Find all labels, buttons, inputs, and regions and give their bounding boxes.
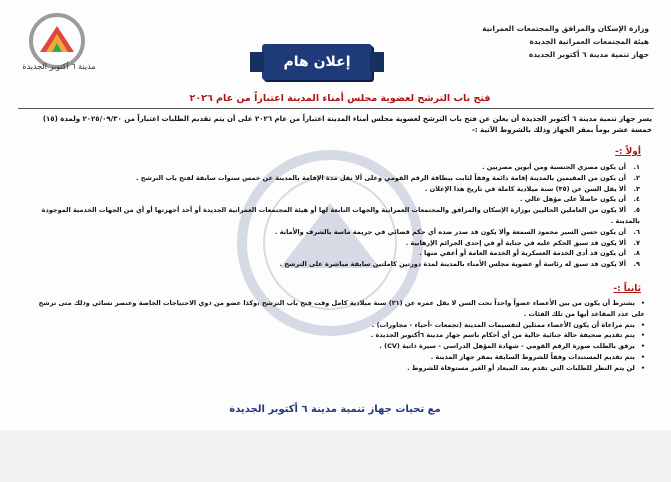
condition-item: [30, 248, 640, 259]
condition-number: ٢.: [633, 173, 640, 182]
condition-number: ٤.: [633, 195, 640, 204]
authority-name: هيئة المجتمعات العمرانية الجديدة: [529, 37, 649, 46]
condition-number: ٨.: [633, 249, 640, 258]
announcement-headline: فتح باب الترشح لعضوية مجلس أمناء المدينة اعتباراً من عام ٢٠٢٦: [189, 93, 491, 104]
condition-text: أن يكون حاصلاً على مؤهل عالي .: [520, 195, 626, 204]
condition-item: [30, 184, 640, 195]
condition-number: ٩.: [633, 260, 640, 269]
condition-item: [30, 205, 640, 227]
condition-item: [30, 259, 640, 270]
condition-item: [30, 227, 640, 238]
note-item: • يتم تقديم المستندات وفقاً للشروط السابقة بمقر جهاز المدينة .: [30, 352, 645, 363]
note-item: • يتم مراعاة أن يكون الأعضاء ممثلين لتقسيمات المدينة (تجمعات -أحياء - مجاورات) .: [30, 320, 645, 331]
condition-number: ١.: [633, 163, 640, 171]
closing-signature: مع تحيات جهاز تنمية مدينة ٦ أكتوبر الجديدة: [229, 404, 441, 415]
divider: [18, 108, 654, 109]
condition-number: ٦.: [633, 227, 640, 236]
condition-number: ٧.: [633, 238, 640, 247]
note-item: • يتم تقديم صحيفة حالة جنائية خالية من أي أحكام باسم جهاز مدينة ٦أكتوبر الجديدة .: [30, 330, 645, 341]
notes-title: ثانياً :-: [613, 284, 641, 294]
logo-caption: مدينة ٦ أكتوبر الجديدة: [22, 62, 96, 71]
condition-text: ألا يكون قد سبق الحكم عليه في جناية أو في إحدى الجرائم الإرهابية .: [405, 238, 626, 247]
important-notice-banner: [262, 44, 372, 80]
agency-name: جهاز تنمية مدينة ٦ أكتوبر الجديدة: [528, 50, 649, 59]
note-item: • يشترط أن يكون من بين الأعضاء عضواً واحداً تحت السن لا يقل عمره عن (٢١) سنة ميلادية كامل وقت فتح باب الترشح ،وكذا عضو من ذوي الاحتياجات الخاصة وعنصر نسائي وذلك متى ترشح على عدد المقاعد أيها من تلك الفئات .: [30, 298, 645, 320]
notes-list: [30, 298, 645, 374]
condition-item: [30, 238, 640, 249]
condition-text: أن يكون من المقيمين بالمدينة إقامة دائمة وفقاً لثابت ببطاقة الرقم القومي وعلى ألا تقل مدة الإقامة بالمدينة عن خمس سنوات سابقة لفتح باب الترشح .: [136, 173, 626, 182]
conditions-list: [30, 162, 640, 270]
condition-number: ٣.: [633, 184, 640, 193]
condition-number: ٥.: [633, 206, 640, 215]
note-item: • يرفق بالطلب صورة الرقم القومي - شهادة المؤهل الدراسي - سيرة ذاتية (CV) .: [30, 341, 645, 352]
condition-item: [30, 194, 640, 205]
page-bottom-margin: [0, 430, 671, 482]
banner-label: إعلان هام: [283, 54, 351, 70]
condition-text: ألا يكون من العاملين الحاليين بوزارة الإسكان والمرافق والمجتمعات العمرانية والجهات التابعة لها أو هيئة المجتمعات العمرانية الجديدة أو أحد أجهزتها أو أي من الجهات الخدمية الموجودة بالمدينة .: [41, 206, 640, 225]
conditions-title: أولاً :-: [615, 147, 641, 157]
intro-paragraph: يسر جهاز تنمية مدينة ٦ أكتوبر الجديدة أن يعلن عن فتح باب الترشح لعضوية مجلس أمناء المدينة اعتباراً من عام ٢٠٢٦ على أن يتم تقديم الطلبات اعتباراً من ٢٠٢٥/٠٩/٣٠ ولمدة (١٥) خمسة عشر يوماً بمقر الجهاز وذلك بالشروط الآتية :-: [42, 115, 652, 134]
condition-text: ألا يكون قد سبق له رئاسة أو عضوية مجلس الأمناء بالمدينة لمدة دورتين كاملتين سابقة مباشرة على الترشح .: [279, 260, 626, 269]
condition-item: [30, 173, 640, 184]
ministry-name: وزارة الإسكان والمرافق والمجتمعات العمرانية: [482, 24, 649, 33]
organization-header: [482, 22, 649, 61]
condition-text: أن يكون قد أدى الخدمة العسكرية أو الخدمة العامة أو أعفي منها .: [419, 249, 626, 258]
condition-text: أن يكون مصري الجنسية ومن أبوين مصريين .: [482, 163, 626, 171]
condition-text: أن يكون حسن السير محمود السمعة وألا يكون قد صدر ضده أي حكم قضائي في جريمة ماسة بالشرف والأمانة .: [274, 227, 626, 236]
note-item: • لن يتم النظر للطلبات التي تقدم بعد الميعاد أو الغير مستوفاة للشروط .: [30, 363, 645, 374]
condition-text: ألا يقل السن عن (٣٥) سنة ميلادية كاملة في تاريخ هذا الإعلان .: [424, 184, 626, 193]
condition-item: [30, 162, 640, 173]
